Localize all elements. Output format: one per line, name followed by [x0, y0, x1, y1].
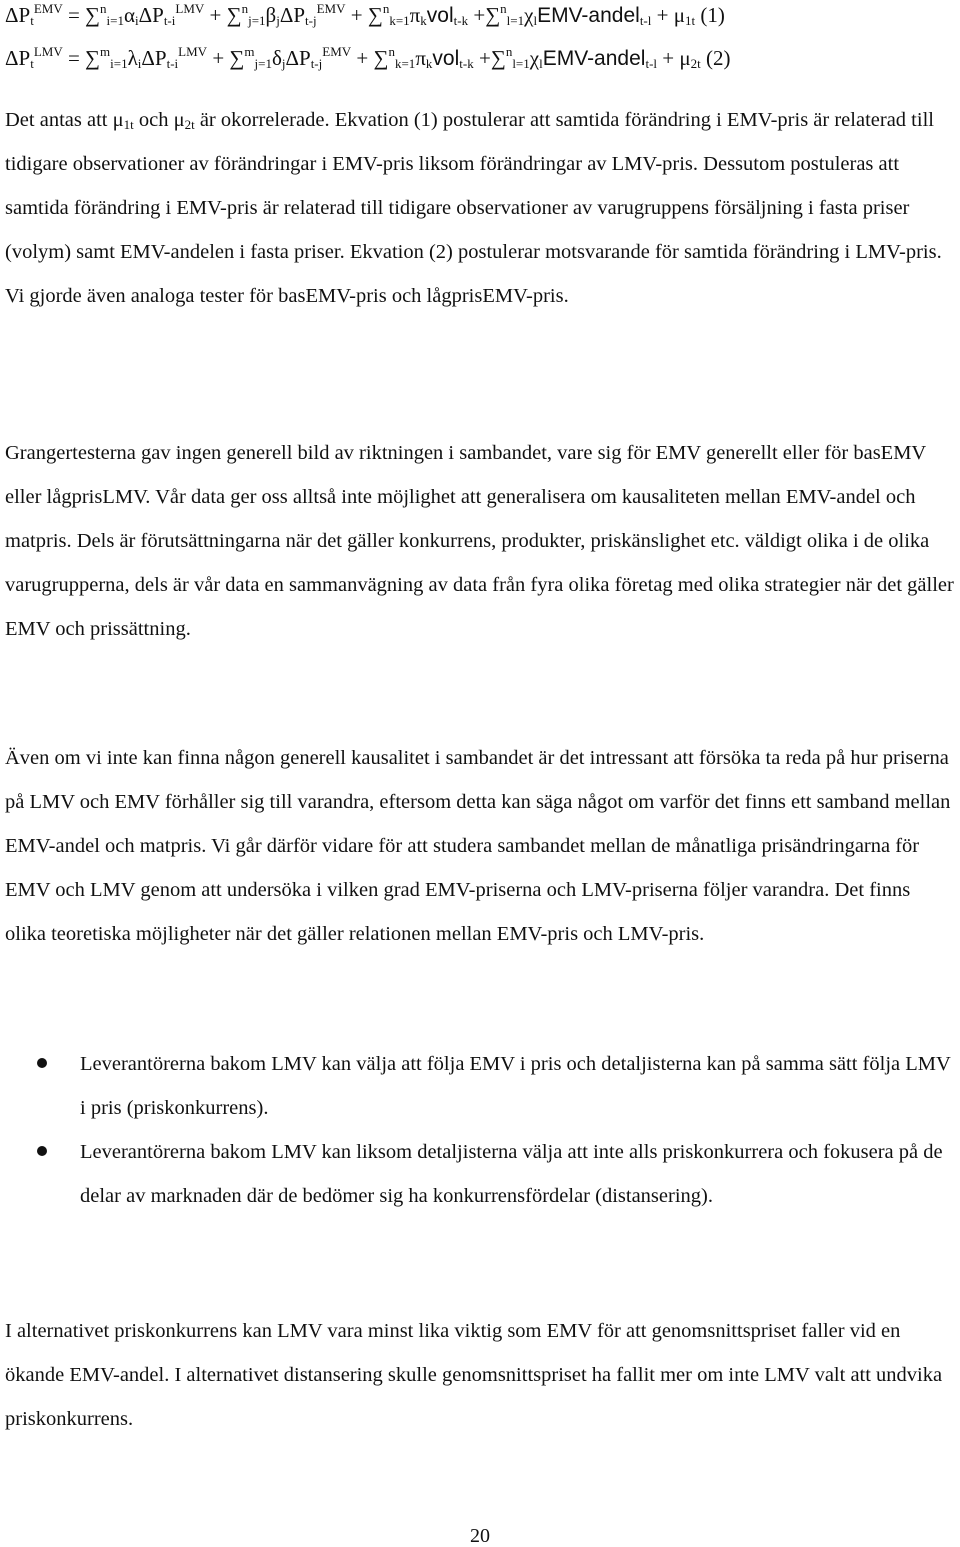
- eq-error-term: μ: [673, 3, 685, 27]
- eq-lhs: ΔP: [5, 3, 31, 27]
- eq-lhs: ΔP: [5, 46, 31, 70]
- list-item: [0, 1130, 960, 1218]
- eq-subscript: t-l: [645, 56, 658, 71]
- eq-equals: =: [62, 3, 86, 27]
- eq-subscript: t: [30, 13, 34, 28]
- eq-coefficient: β: [265, 3, 277, 27]
- subscript: 1t: [123, 117, 134, 132]
- list-item-text: Leverantörerna bakom LMV kan välja att följa EMV i pris och detaljisterna kan på samma sätt följa LMV i pris (priskonkurrens).: [80, 1053, 951, 1119]
- paragraph-price-relations: Även om vi inte kan finna någon generell kausalitet i sambandet är det intressant att försöka ta reda på hur priserna på LMV och EMV förhåller sig till varandra, eftersom detta kan säga något om varför det finns ett samband mellan EMV-andel och matpris. Vi går därför vidare för att studera sambandet mellan de månatliga prisändringarna för EMV och LMV genom att undersöka i vilken grad EMV-priserna och LMV-priserna följer varandra. Det finns olika teoretiska möjligheter när det gäller relationen mellan EMV-pris och LMV-pris.: [5, 747, 951, 945]
- eq-superscript: m: [244, 44, 255, 59]
- eq-coefficient: π: [415, 46, 426, 70]
- eq-term: EMV-andel: [542, 47, 646, 70]
- eq-subscript: l=1: [506, 13, 525, 28]
- sum-symbol: ∑: [229, 46, 245, 70]
- eq-coefficient: χ: [529, 46, 540, 70]
- paragraph-model-description: [5, 98, 955, 318]
- eq-term: ΔP: [141, 46, 167, 70]
- eq-subscript: i: [135, 13, 139, 28]
- eq-plus: +: [468, 3, 486, 27]
- bullet-icon: [37, 1058, 47, 1068]
- text-run: Det antas att: [5, 109, 113, 131]
- eq-subscript: j=1: [248, 13, 266, 28]
- eq-subscript: l=1: [512, 56, 530, 71]
- paragraph-granger-results: Grangertesterna gav ingen generell bild av riktningen i sambandet, vare sig för EMV generellt eller för basEMV eller lågprisLMV. Vår data ger oss alltså inte möjlighet att generalisera om kausaliteten mellan EMV-andel och matpris. Dels är förutsättningarna när det gäller konkurrens, produkter, priskänslighet etc. väldigt olika i de olika varugrupperna, dels är vår data en sammanvägning av data från fyra olika företag med olika strategier när det gäller EMV och prissättning.: [5, 442, 954, 640]
- eq-subscript: k: [420, 13, 427, 28]
- eq-plus: +: [204, 3, 227, 27]
- eq-superscript: n: [500, 1, 507, 16]
- eq-superscript: LMV: [33, 44, 63, 59]
- eq-coefficient: α: [123, 3, 135, 27]
- sum-symbol: ∑: [226, 3, 242, 27]
- text-run: är okorrelerade. Ekvation (1) postulerar att samtida förändring i EMV-pris är relaterad till tidigare observationer av förändringar i EMV-pris liksom förändringar av LMV-pris. Dessutom postuleras att samtida förändring i EMV-pris är relaterad till tidigare observationer av varugruppens försäljning i fasta priser (volym) samt EMV-andelen i fasta priser. Ekvation (2) postulerar motsvarande för samtida förändring i LMV-pris. Vi gjorde även analoga tester för basEMV-pris och lågprisEMV-pris.: [5, 109, 942, 307]
- equation-1: [5, 3, 725, 28]
- eq-superscript: n: [505, 44, 513, 59]
- eq-term: ΔP: [285, 46, 311, 70]
- eq-superscript: EMV: [316, 1, 346, 16]
- eq-subscript: j=1: [254, 56, 272, 71]
- eq-subscript: l: [533, 13, 538, 28]
- eq-plus: +: [657, 46, 680, 70]
- eq-superscript: LMV: [178, 44, 208, 59]
- eq-subscript: t-j: [310, 56, 323, 71]
- eq-coefficient: δ: [271, 46, 282, 70]
- error-term-symbol: μ: [173, 109, 185, 131]
- eq-plus: +: [473, 46, 491, 70]
- eq-subscript: l: [539, 56, 543, 71]
- eq-term: EMV-andel: [537, 4, 640, 27]
- paragraph-alternatives: I alternativet priskonkurrens kan LMV vara minst lika viktig som EMV för att genomsnittspriset faller vid en ökande EMV-andel. I alternativet distansering skulle genomsnittspriset ha fallit mer om inte LMV valt att undvika priskonkurrens.: [5, 1320, 943, 1430]
- eq-superscript: n: [100, 1, 107, 16]
- eq-subscript: t-k: [459, 56, 474, 71]
- eq-superscript: EMV: [33, 1, 63, 16]
- sum-symbol: ∑: [367, 3, 383, 27]
- equation-number: (2): [700, 46, 731, 70]
- eq-coefficient: λ: [127, 46, 138, 70]
- eq-subscript: t-i: [166, 56, 179, 71]
- eq-term: vol: [426, 4, 454, 27]
- eq-subscript: t-k: [453, 13, 469, 28]
- sum-symbol: ∑: [85, 3, 101, 27]
- eq-plus: +: [651, 3, 674, 27]
- eq-coefficient: χ: [524, 3, 534, 27]
- sum-symbol: ∑: [373, 46, 389, 70]
- eq-subscript: i=1: [106, 13, 124, 28]
- eq-plus: +: [345, 3, 368, 27]
- eq-subscript: j: [281, 56, 286, 71]
- eq-subscript: t-l: [639, 13, 652, 28]
- list-item-text: Leverantörerna bakom LMV kan liksom detaljisterna välja att inte alls priskonkurrera och fokusera på de delar av marknaden där de bedömer sig ha konkurrensfördelar (distansering).: [80, 1141, 943, 1207]
- eq-equals: =: [62, 46, 86, 70]
- sum-symbol: ∑: [485, 3, 501, 27]
- equation-number: (1): [695, 3, 725, 27]
- eq-superscript: LMV: [175, 1, 205, 16]
- eq-plus: +: [351, 46, 374, 70]
- page-number: 20: [470, 1525, 490, 1547]
- eq-coefficient: π: [409, 3, 421, 27]
- eq-superscript: m: [100, 44, 111, 59]
- sum-symbol: ∑: [85, 46, 101, 70]
- text-run: och: [133, 109, 174, 131]
- bullet-icon: [37, 1146, 47, 1156]
- eq-superscript: n: [382, 1, 390, 16]
- sum-symbol: ∑: [490, 46, 506, 70]
- error-term-symbol: μ: [112, 109, 124, 131]
- eq-subscript: k: [425, 56, 433, 71]
- eq-subscript: j: [276, 13, 280, 28]
- list-item: [0, 1042, 960, 1130]
- eq-subscript: t: [30, 56, 34, 71]
- eq-error-term: μ: [679, 46, 691, 70]
- eq-subscript: t-j: [305, 13, 317, 28]
- eq-term: ΔP: [138, 3, 164, 27]
- eq-subscript: k=1: [394, 56, 416, 71]
- equation-2: [5, 46, 731, 71]
- eq-subscript: i=1: [110, 56, 128, 71]
- eq-subscript: t-i: [163, 13, 176, 28]
- eq-superscript: n: [388, 44, 395, 59]
- bullet-list: [0, 1042, 960, 1218]
- eq-subscript: i: [137, 56, 142, 71]
- subscript: 2t: [184, 117, 195, 132]
- eq-plus: +: [207, 46, 230, 70]
- eq-superscript: n: [241, 1, 249, 16]
- eq-subscript: 2t: [690, 56, 701, 71]
- eq-term: ΔP: [279, 3, 306, 27]
- eq-superscript: EMV: [322, 44, 352, 59]
- eq-subscript: k=1: [389, 13, 410, 28]
- eq-subscript: 1t: [684, 13, 696, 28]
- eq-term: vol: [432, 47, 460, 70]
